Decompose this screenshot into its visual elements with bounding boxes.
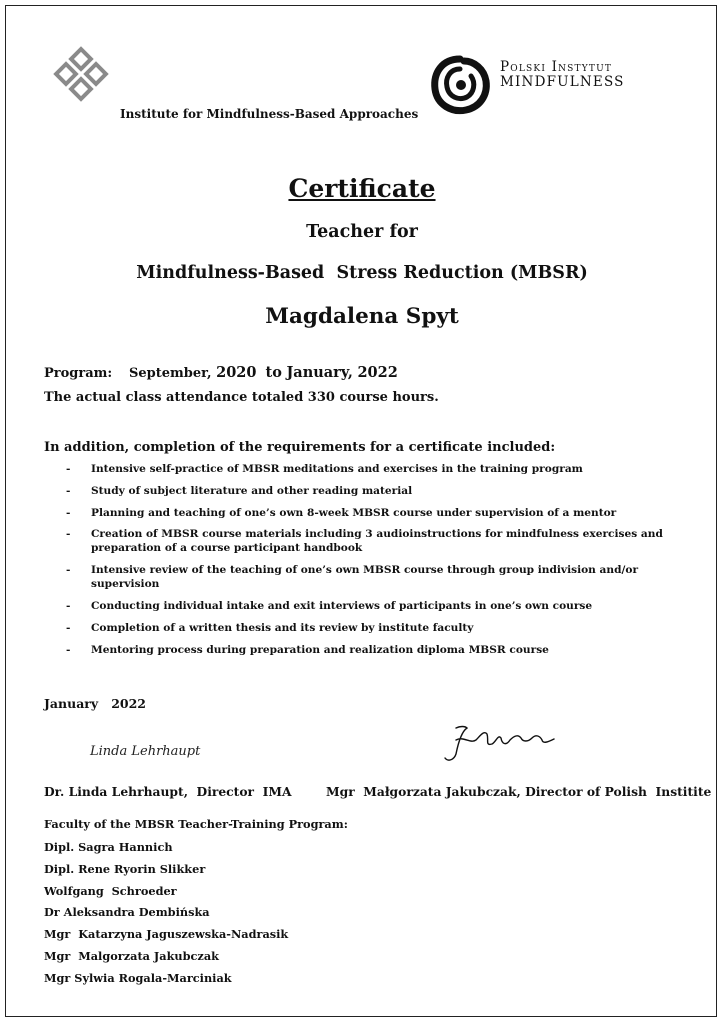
list-bullet: - [66,463,71,475]
list-item-text: Intensive self-practice of MBSR meditations and exercises in the training program [91,463,583,475]
course-name: Mindfulness-Based Stress Reduction (MBSR) [136,263,588,283]
list-item-text: Mentoring process during preparation and realization diploma MBSR course [91,643,549,656]
certificate-page [5,5,717,1017]
requirements-list [66,462,696,664]
list-bullet: - [66,599,71,612]
list-item-text: Creation of MBSR course materials including 3 audioinstructions for mindfulness exercises and preparation of a course participant handbook [91,528,663,555]
attendance-text: The actual class attendance totaled 330 course hours. [44,390,439,405]
list-bullet: - [66,484,71,497]
list-item [66,643,696,657]
faculty-title: Faculty of the MBSR Teacher-Training Program: [44,817,348,831]
signature2-name: Mgr Małgorzata Jakubczak, Director of Polish Institite [326,784,712,799]
list-bullet: - [66,621,71,634]
list-bullet: - [66,506,71,519]
program-start-year: 2020 [216,364,257,381]
program-line [44,364,398,381]
ima-institute-name: Institute for Mindfulness-Based Approaches [120,107,419,121]
certificate-title: Certificate [288,174,436,203]
list-item: Dr Aleksandra Dembińska [44,905,210,920]
signature-lehrhaupt [88,736,218,762]
ima-logo [46,44,118,116]
pim-name-line2: MINDFULNESS [500,74,625,90]
signature-jakubczak [434,722,564,766]
list-item: Mgr Malgorzata Jakubczak [44,948,219,963]
list-bullet: - [66,643,71,656]
signature1-text: Linda Lehrhaupt [90,744,201,759]
list-item [66,621,696,635]
pim-name-line1: Polski Instytut [500,59,613,75]
list-item [66,506,696,520]
list-item: Mgr Katarzyna Jaguszewska-Nadrasik [44,927,289,942]
list-item: Dipl. Sagra Hannich [44,840,173,854]
program-to: to [265,364,282,381]
program-label: Program: [44,366,113,381]
list-item [66,599,696,613]
program-end-year: 2022 [357,364,398,381]
list-bullet: - [66,528,71,541]
list-item: Dipl. Rene Ryorin Slikker [44,861,206,876]
program-start-month: September, [129,366,212,381]
issue-date: January 2022 [44,696,146,711]
list-item [66,484,696,498]
list-item-text: Intensive review of the teaching of one’s own MBSR course through group indivision and/or supervision [91,564,639,591]
list-bullet: - [66,564,71,577]
list-item [66,462,696,476]
requirements-intro: In addition, completion of the requirements for a certificate included: [44,440,556,455]
signature1-name: Dr. Linda Lehrhaupt, Director IMA [44,784,292,799]
pim-institute-name [500,60,625,90]
faculty-list [44,840,288,993]
list-item-text: Study of subject literature and other reading material [91,484,413,497]
list-item [66,563,696,591]
list-item-text: Conducting individual intake and exit interviews of participants in one’s own course [91,599,593,612]
list-item-text: Completion of a written thesis and its review by institute faculty [91,621,474,634]
list-item [66,527,696,555]
program-end-month: January, [286,364,353,381]
list-item: Wolfgang Schroeder [44,883,177,898]
certificate-subtitle: Teacher for [306,222,418,242]
pim-enso-logo [428,53,492,117]
list-item: Mgr Sylwia Rogala-Marciniak [44,970,232,985]
list-item-text: Planning and teaching of one’s own 8-week MBSR course under supervision of a mentor [91,506,617,519]
recipient-name: Magdalena Spyt [265,304,459,329]
